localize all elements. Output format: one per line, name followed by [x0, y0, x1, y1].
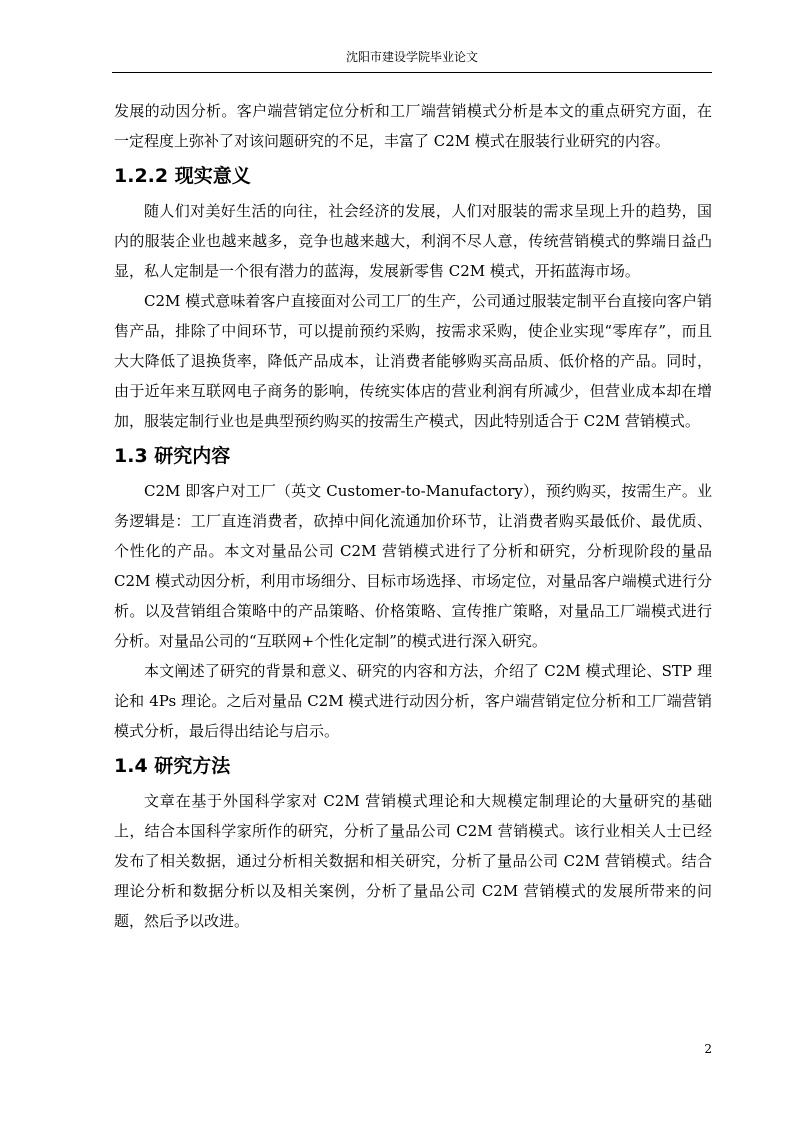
page-body [114, 96, 712, 936]
paragraph-1-3-a: C2M 即客户对工厂（英文 Customer-to-Manufactory），预约购买，按需生产。业务逻辑是：工厂直连消费者，砍掉中间化流通加价环节，让消费者购买最低价、最优质、个性化的产品。本文对量品公司 C2M 营销模式进行了分析和研究，分析现阶段的量品 C2M 模式动因分析，利用市场细分、目标市场选择、市场定位，对量品客户端模式进行分析。以及营销组合策略中的产品策略、价格策略、宣传推广策略，对量品工厂端模式进行分析。对量品公司的“互联网+个性化定制”的模式进行深入研究。 [114, 482, 712, 650]
paragraph-intro: 发展的动因分析。客户端营销定位分析和工厂端营销模式分析是本文的重点研究方面，在一定程度上弥补了对该问题研究的不足，丰富了 C2M 模式在服装行业研究的内容。 [114, 102, 712, 150]
running-header: 沈阳市建设学院毕业论文 [345, 50, 478, 64]
header-rule [112, 72, 712, 73]
paragraph-1-3-b: 本文阐述了研究的背景和意义、研究的内容和方法，介绍了 C2M 模式理论、STP 理论和 4Ps 理论。之后对量品 C2M 模式进行动因分析，客户端营销定位分析和工厂端营销模式分析，最后得出结论与启示。 [114, 662, 712, 740]
section-heading-1-2-2: 1.2.2 现实意义 [114, 165, 251, 187]
section-heading-1-4: 1.4 研究方法 [114, 755, 231, 777]
paragraph-1-2-2-b: C2M 模式意味着客户直接面对公司工厂的生产，公司通过服装定制平台直接向客户销售产品，排除了中间环节，可以提前预约采购，按需求采购，使企业实现“零库存”，而且大大降低了退换货率，降低产品成本，让消费者能够购买高品质、低价格的产品。同时，由于近年来互联网电子商务的影响，传统实体店的营业利润有所减少，但营业成本却在增加，服装定制行业也是典型预约购买的按需生产模式，因此特别适合于 C2M 营销模式。 [114, 292, 712, 430]
paragraph-1-4-a: 文章在基于外国科学家对 C2M 营销模式理论和大规模定制理论的大量研究的基础上，结合本国科学家所作的研究，分析了量品公司 C2M 营销模式。该行业相关人士已经发布了相关数据，通过分析相关数据和相关研究，分析了量品公司 C2M 营销模式。结合理论分析和数据分析以及相关案例，分析了量品公司 C2M 营销模式的发展所带来的问题，然后予以改进。 [114, 792, 712, 930]
section-heading-1-3: 1.3 研究内容 [114, 445, 231, 467]
paragraph-1-2-2-a: 随人们对美好生活的向往，社会经济的发展，人们对服装的需求呈现上升的趋势，国内的服装企业也越来越多，竞争也越来越大，利润不尽人意，传统营销模式的弊端日益凸显，私人定制是一个很有潜力的蓝海，发展新零售 C2M 模式，开拓蓝海市场。 [114, 202, 712, 280]
page-number: 2 [704, 1042, 712, 1056]
